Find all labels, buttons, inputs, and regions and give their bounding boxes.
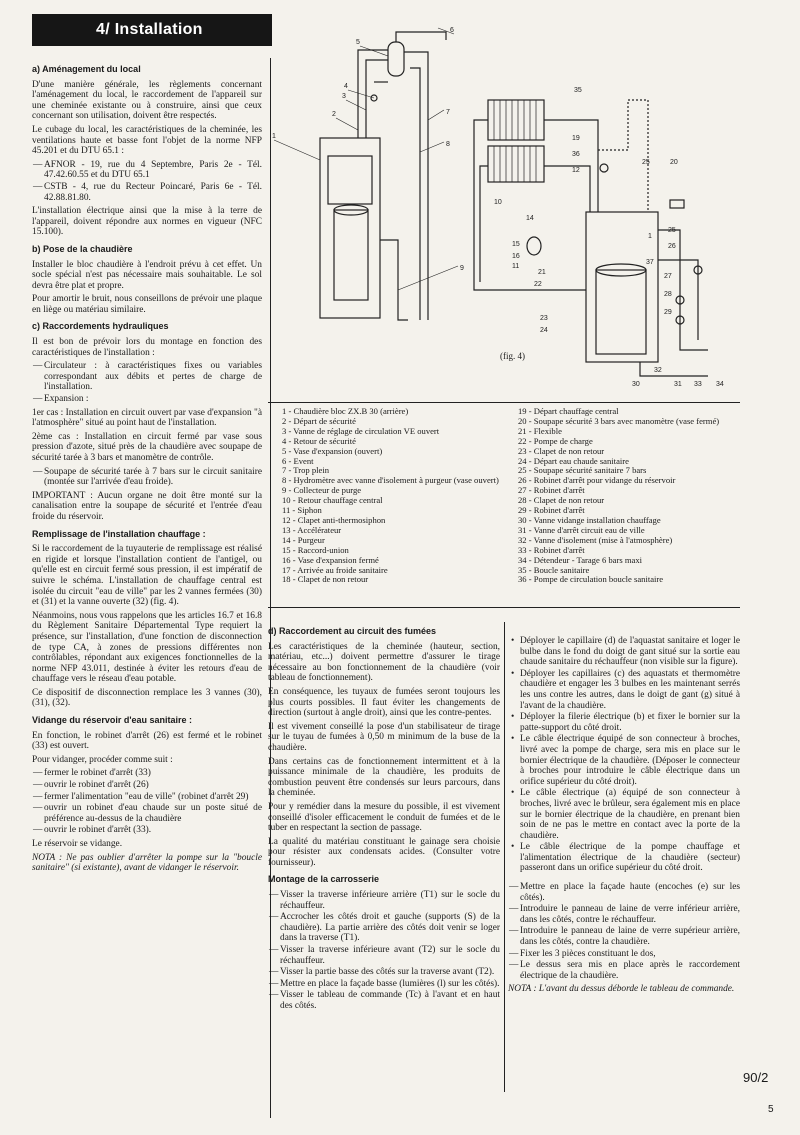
legend-item: 11 - Siphon	[282, 505, 322, 516]
nota-dessus: NOTA : L'avant du dessus déborde le tableau de commande.	[508, 984, 735, 995]
figure-label: 7	[446, 109, 450, 116]
heading-amenagement: a) Aménagement du local	[32, 64, 141, 74]
paragraph: Ce dispositif de disconnection remplace les 3 vannes (30), (31), (32).	[32, 687, 262, 709]
list-item: — Soupape de sécurité tarée à 7 bars sur le circuit sanitaire (montée sur l'arrivée d'eau froide).	[44, 467, 262, 488]
legend-item: 23 - Clapet de non retour	[518, 445, 605, 456]
paragraph: Installer le bloc chaudière à l'endroit prévu à cet effet. Un socle spécial n'est pas nécessaire mais souhaitable. Le sol devra être plat et propre.	[32, 259, 262, 291]
heading-fumees: d) Raccordement au circuit des fumées	[268, 626, 437, 636]
tank-right	[596, 270, 646, 354]
installation-diagram	[268, 20, 740, 396]
pipe	[658, 260, 698, 340]
leader-line	[420, 142, 444, 152]
figure-label: 23	[540, 315, 548, 322]
figure-label: 25	[668, 227, 676, 234]
paragraph: Pour y remédier dans la mesure du possible, il est vivement conseillé d'isoler efficacement le conduit de fumées et de le tuber en respectant la section de passage.	[268, 801, 500, 834]
list-item: • Le câble électrique de la pompe chauffage et l'alimentation électrique de la chaudière (secteur) passeront dans un orifice supérieur du côté droit.	[520, 842, 740, 874]
paragraph: Dans certains cas de fonctionnement intermittent et à la puissance minimale de la chaudière, les produits de combustion peuvent être condensés sur leurs parcours, dans la cheminée.	[268, 756, 500, 799]
schematic-svg	[268, 20, 740, 396]
cabling-steps	[508, 636, 740, 874]
pipe	[396, 32, 446, 42]
figure-label: 8	[446, 141, 450, 148]
legend-item: 22 - Pompe de charge	[518, 435, 593, 446]
radiator	[488, 100, 544, 140]
list-item: — CSTB - 4, rue du Recteur Poincaré, Paris 6e - Tél. 42.88.81.80.	[44, 182, 262, 203]
legend-item: 14 - Purgeur	[282, 534, 325, 545]
pump	[600, 164, 608, 172]
list-item: — Introduire le panneau de laine de verre inférieur arrière, dans les côtés, contre le réchauffeur.	[520, 904, 740, 925]
figure-label: 31	[674, 381, 682, 388]
figure-label: 4	[344, 83, 348, 90]
legend-item: 34 - Détendeur - Tarage 6 bars maxi	[518, 554, 643, 565]
legend-item: 32 - Vanne d'isolement (mise à l'atmosphère)	[518, 534, 673, 545]
figure-label: 10	[494, 199, 502, 206]
list-item: — fermer le robinet d'arrêt (33)	[44, 768, 262, 779]
column-divider	[504, 622, 505, 1092]
figure-label: 3	[342, 93, 346, 100]
figure-label: 24	[540, 327, 548, 334]
leader-line	[428, 110, 444, 120]
list-item: — Le dessus sera mis en place après le raccordement électrique de la chaudière.	[520, 960, 740, 981]
legend-item: 2 - Départ de sécurité	[282, 415, 356, 426]
paragraph: Pour amortir le bruit, nous conseillons de prévoir une plaque en liège ou matériau similaire.	[32, 294, 262, 315]
legend-item: 13 - Accélérateur	[282, 524, 342, 535]
vidange-steps	[32, 768, 262, 836]
legend-item: 9 - Collecteur de purge	[282, 485, 362, 496]
legend-item: 31 - Vanne d'arrêt circuit eau de ville	[518, 524, 645, 535]
figure-label: 2	[332, 111, 336, 118]
heading-montage: Montage de la carrosserie	[268, 874, 380, 885]
list-item: • Déployer les capillaires (c) des aquastats et thermomètre chaudière et engager les 3 bulbes en les maintenant serrés les uns contre les autres, dans le doigt de gant (g) situé à l'avant de la chaudière.	[520, 669, 740, 711]
radiator-fins	[494, 100, 536, 140]
paragraph: 2ème cas : Installation en circuit fermé par vase sous pression d'azote, situé près de la chaudière avec soupape de sécurité tarée à 3 bars et manomètre de contrôle.	[32, 431, 262, 463]
paragraph: D'une manière générale, les règlements concernant l'aménagement du local, le raccordement de l'appareil sur une cheminée existante ou à construire, ainsi que ceux concernant son utilisation, doivent être respectés.	[32, 79, 262, 122]
list-item: — Visser la traverse inférieure arrière (T1) sur le socle du réchauffeur.	[280, 890, 500, 911]
legend-column-1	[282, 407, 520, 585]
figure-label: 28	[664, 291, 672, 298]
list-item: • Déployer le capillaire (d) de l'aquastat sanitaire et loger le bulbe dans le fond du doigt de gant situé sur la sortie eau chaude sanitaire du réchauffeur (non visible sur la figure).	[520, 636, 740, 668]
legend-item: 21 - Flexible	[518, 425, 562, 436]
heading-vidange: Vidange du réservoir d'eau sanitaire :	[32, 715, 193, 726]
figure-label: 19	[572, 135, 580, 142]
paragraph: La qualité du matériau constituant le gainage sera choisie pour résister aux condensats acides. (Consulter votre fournisseur).	[268, 836, 500, 868]
right-schematic	[474, 87, 724, 388]
figure-label: 1	[272, 133, 276, 140]
legend-item: 4 - Retour de sécurité	[282, 435, 356, 446]
boiler-block	[320, 138, 380, 318]
paragraph: En fonction, le robinet d'arrêt (26) est fermé et le robinet (33) est ouvert.	[32, 730, 262, 752]
legend-item: 17 - Arrivée au froide sanitaire	[282, 564, 388, 575]
figure-label: 32	[654, 367, 662, 374]
tank-body	[334, 210, 368, 300]
figure-label: 16	[512, 253, 520, 260]
figure-label: 37	[646, 259, 654, 266]
legend-item: 7 - Trop plein	[282, 465, 330, 476]
sanitary-loop	[628, 100, 648, 210]
boiler-body	[328, 156, 372, 204]
list-item: — Mettre en place la façade haute (encoches (e) sur les côtés).	[520, 882, 740, 903]
legend-item: 3 - Vanne de réglage de circulation VE ouvert	[282, 425, 440, 436]
soupape-list	[32, 467, 262, 488]
list-item: — Expansion :	[44, 394, 262, 405]
margin-mark: 5	[768, 1104, 774, 1115]
pipe	[380, 240, 408, 320]
finishing-steps	[508, 882, 740, 981]
paragraph: Néanmoins, nous vous rappelons que les articles 16.7 et 16.8 du Règlement Sanitaire Départemental Type requiert la présence, sur l'installation, d'une fonction de disconnection de type CA, à zones de pressions différentes non contrôlables, répondant aux exigences fonctionnelles de la norme NFP 43.011, destinée à éviter les retours d'eau de chauffage vers le réseau d'eau potable.	[32, 610, 262, 685]
leader-line	[274, 140, 320, 160]
list-item: — Visser le tableau de commande (Tc) à l'avant et en haut des côtés.	[280, 990, 500, 1011]
legend-item: 24 - Départ eau chaude sanitaire	[518, 455, 629, 466]
equipment-list	[32, 361, 262, 404]
figure-label: 29	[664, 309, 672, 316]
legend-item: 5 - Vase d'expansion (ouvert)	[282, 445, 383, 456]
figure-label: 27	[664, 273, 672, 280]
paragraph: Le cubage du local, les caractéristiques de la cheminée, les ventilations haute et basse font l'objet de la norme NFP 45.201 et du DTU 65.1 :	[32, 124, 262, 157]
figure-caption: (fig. 4)	[500, 351, 525, 361]
expansion-vessel	[388, 42, 404, 76]
legend-item: 16 - Vase d'expansion fermé	[282, 554, 379, 565]
legend-item: 10 - Retour chauffage central	[282, 495, 383, 506]
figure-label: 30	[632, 381, 640, 388]
list-item: — Accrocher les côtés droit et gauche (supports (S) de la chaudière). La partie arrière des côtés doit venir se loger dans la traverse (T1).	[280, 912, 500, 944]
legend-item: 15 - Raccord-union	[282, 544, 349, 555]
section-header-banner: 4/ Installation	[32, 14, 272, 46]
paragraph: Si le raccordement de la tuyauterie de remplissage est réalisé en rigide et lorsque l'installation contient de l'antigel, ou qu'elle est en circuit fermé sous pression, il est impératif de suivre le schéma. L'installation de chauffage central est isolée du circuit "eau de ville" par les 2 vannes fermées (30) et (31) et la vanne ouverte (32) (fig. 4).	[32, 544, 262, 608]
figure-label: 34	[716, 381, 724, 388]
leader-line	[348, 90, 374, 98]
legend-item: 26 - Robinet d'arrêt pour vidange du réservoir	[518, 475, 676, 486]
paragraph: Il est vivement conseillé la pose d'un stabilisateur de tirage sur le tuyau de fumées à 0,50 m minimum de la buse de la chaudière.	[268, 721, 500, 753]
list-item: • Le câble électrique équipé de son connecteur à broches, livré avec la pompe de charge, sera mis en place sur le bornier électrique de la chaudière. (Déposer le connecteur à broches pour introduire le câble électrique dans un orifice supérieur du côté droit).	[520, 734, 740, 787]
leader-line	[346, 100, 366, 110]
figure-label: 9	[460, 265, 464, 272]
right-column	[508, 636, 740, 998]
radiator-fins	[494, 146, 536, 182]
paragraph: Le réservoir se vidange.	[32, 839, 123, 849]
figure-label: 22	[534, 281, 542, 288]
figure-label: 1	[648, 233, 652, 240]
heading-pose: b) Pose de la chaudière	[32, 243, 133, 254]
legend-item: 25 - Soupape sécurité sanitaire 7 bars	[518, 465, 647, 476]
legend-item: 1 - Chaudière bloc ZX.B 30 (arrière)	[282, 406, 409, 416]
legend-item: 27 - Robinet d'arrêt	[518, 485, 585, 496]
pipe	[640, 362, 708, 376]
list-item: — Fixer les 3 pièces constituant le dos,	[520, 949, 740, 960]
heading-remplissage: Remplissage de l'installation chauffage :	[32, 528, 206, 539]
figure-label: 21	[538, 269, 546, 276]
paragraph: Pour vidanger, procéder comme suit :	[32, 754, 173, 765]
figure-label: 5	[356, 39, 360, 46]
legend-item: 8 - Hydromètre avec vanne d'isolement à purgeur (vase ouvert)	[282, 475, 499, 486]
legend-item: 19 - Départ chauffage central	[518, 406, 619, 416]
heading-raccordements: c) Raccordements hydrauliques	[32, 321, 169, 332]
pipe	[544, 166, 590, 212]
list-item: — Circulateur : à caractéristiques fixes ou variables correspondant aux débits et pertes de charge de l'installation.	[44, 361, 262, 393]
list-item: — AFNOR - 19, rue du 4 Septembre, Paris 2e - Tél. 47.42.60.55 et du DTU 65.1	[44, 160, 262, 181]
safety-valve	[670, 200, 684, 208]
pipe	[358, 50, 388, 138]
legend-column-2	[518, 407, 740, 585]
legend-item: 18 - Clapet de non retour	[282, 574, 369, 585]
figure-label: 25	[642, 159, 650, 166]
middle-column	[268, 620, 500, 1015]
list-item: — ouvrir le robinet d'arrêt (33).	[44, 825, 262, 836]
paragraph: En conséquence, les tuyaux de fumées seront toujours les plus courts possibles. Il faut éviter les changements de direction (surtout à angle droit), ainsi que les contre-pentes.	[268, 686, 500, 719]
page-number: 90/2	[743, 1070, 769, 1085]
legend-item: 12 - Clapet anti-thermosiphon	[282, 514, 386, 525]
list-item: — fermer l'alimentation "eau de ville" (robinet d'arrêt 29)	[44, 792, 262, 803]
list-item: — ouvrir un robinet d'eau chaude sur un poste situé de préférence au-dessus de la chaudière	[44, 803, 262, 824]
figure-label: 35	[574, 87, 582, 94]
leader-line	[360, 46, 388, 56]
list-item: — Introduire le panneau de laine de verre supérieur arrière, dans les côtés, contre la chaudière.	[520, 926, 740, 947]
left-schematic	[272, 27, 464, 320]
figure-label: 36	[572, 151, 580, 158]
figure-label: 6	[450, 27, 454, 34]
pipe	[410, 68, 420, 320]
legend-item: 35 - Boucle sanitaire	[518, 564, 590, 575]
legend-item: 33 - Robinet d'arrêt	[518, 544, 585, 555]
paragraph: 1er cas : Installation en circuit ouvert par vase d'expansion "à l'atmosphère" situé au point haut de l'installation.	[32, 407, 262, 429]
figure-label: 26	[668, 243, 676, 250]
legend-item: 29 - Robinet d'arrêt	[518, 505, 585, 516]
left-column	[32, 58, 271, 1118]
legend-item: 20 - Soupape sécurité 3 bars avec manomètre (vase fermé)	[518, 415, 720, 426]
list-item: • Le câble électrique (a) équipé de son connecteur à broches, livré avec le brûleur, sera également mis en place sur le bornier électrique de la chaudière, en prenant bien soin de ne pas le mettre en contact avec la porte de la chaudière.	[520, 788, 740, 841]
legend-item: 30 - Vanne vidange installation chauffage	[518, 514, 661, 525]
list-item: — Mettre en place la façade basse (lumières (l) sur les côtés).	[280, 979, 500, 990]
figure-label: 14	[526, 215, 534, 222]
radiator	[488, 146, 544, 182]
list-item: — Visser la partie basse des côtés sur la traverse avant (T2).	[280, 967, 500, 978]
figure-label: 15	[512, 241, 520, 248]
list-item: • Déployer la filerie électrique (b) et fixer le bornier sur la patte-support du côté droit.	[520, 712, 740, 733]
figure-label: 20	[670, 159, 678, 166]
legend-item: 28 - Clapet de non retour	[518, 495, 605, 506]
pipe	[480, 166, 488, 282]
important-note: IMPORTANT : Aucun organe ne doit être monté sur la canalisation entre la soupape de sécurité et l'entrée d'eau froide du réservoir.	[32, 490, 262, 522]
pipe	[404, 52, 428, 320]
sanitary-loop	[598, 100, 628, 150]
address-list	[32, 160, 262, 203]
figure-legend	[268, 402, 740, 608]
paragraph: Les caractéristiques de la cheminée (hauteur, section, matériau, etc...) doivent permettre d'assurer le tirage nécessaire au bon fonctionnement de la chaudière (voir tableau de fonctionnement).	[268, 641, 500, 684]
paragraph: L'installation électrique ainsi que la mise à la terre de l'appareil, doivent répondre aux normes en vigueur (NFC 15.100).	[32, 206, 262, 238]
figure-label: 12	[572, 167, 580, 174]
closed-expansion-vessel	[527, 237, 541, 255]
list-item: — ouvrir le robinet d'arrêt (26)	[44, 780, 262, 791]
legend-item: 6 - Event	[282, 455, 314, 466]
list-item: — Visser la traverse inférieure avant (T2) sur le socle du réchauffeur.	[280, 945, 500, 966]
nota-vidange: NOTA : Ne pas oublier d'arrêter la pompe sur la "boucle sanitaire" (si existante), avant de vidanger le réservoir.	[32, 852, 262, 874]
figure-label: 33	[694, 381, 702, 388]
figure-label: 11	[512, 263, 520, 270]
pipe	[658, 230, 708, 350]
paragraph: Il est bon de prévoir lors du montage en fonction des caractéristiques de l'installation :	[32, 337, 262, 358]
leader-line	[336, 118, 358, 130]
legend-item: 36 - Pompe de circulation boucle sanitaire	[518, 574, 664, 585]
montage-steps	[268, 890, 500, 1012]
